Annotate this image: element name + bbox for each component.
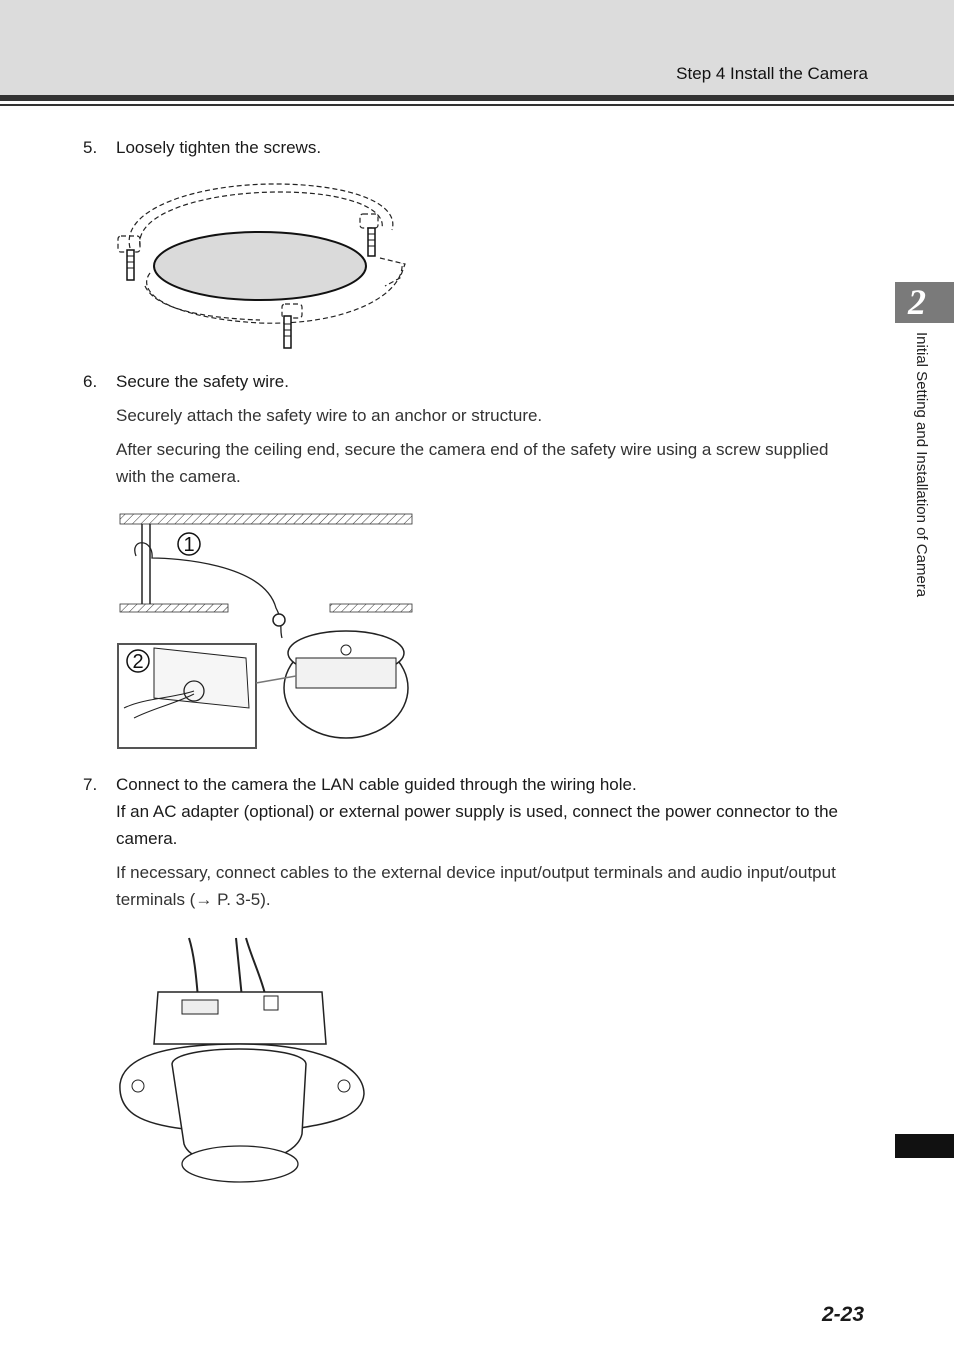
chapter-title: Initial Setting and Installation of Camera (913, 332, 930, 598)
step-text: Connect to the camera the LAN cable guided through the wiring hole. (116, 775, 637, 794)
step-text: Loosely tighten the screws. (116, 138, 322, 157)
figure-ceiling-ring-screws (110, 178, 410, 354)
callout-1: 1 (183, 534, 195, 556)
step-number: 5. (83, 138, 98, 157)
figure-safety-wire (114, 508, 416, 752)
page-number: 2-23 (821, 1303, 864, 1326)
figure-camera-cables (114, 934, 368, 1186)
chapter-number: 2 (908, 282, 926, 322)
step-number: 6. (83, 372, 98, 391)
step-text: Secure the safety wire. (116, 372, 289, 391)
thumb-index-tab (895, 1134, 954, 1158)
header-rule (0, 95, 954, 101)
header-rule-thin (0, 104, 954, 106)
step-number: 7. (83, 775, 98, 794)
callout-2: 2 (132, 651, 144, 673)
running-head: Step 4 Install the Camera (676, 64, 868, 83)
